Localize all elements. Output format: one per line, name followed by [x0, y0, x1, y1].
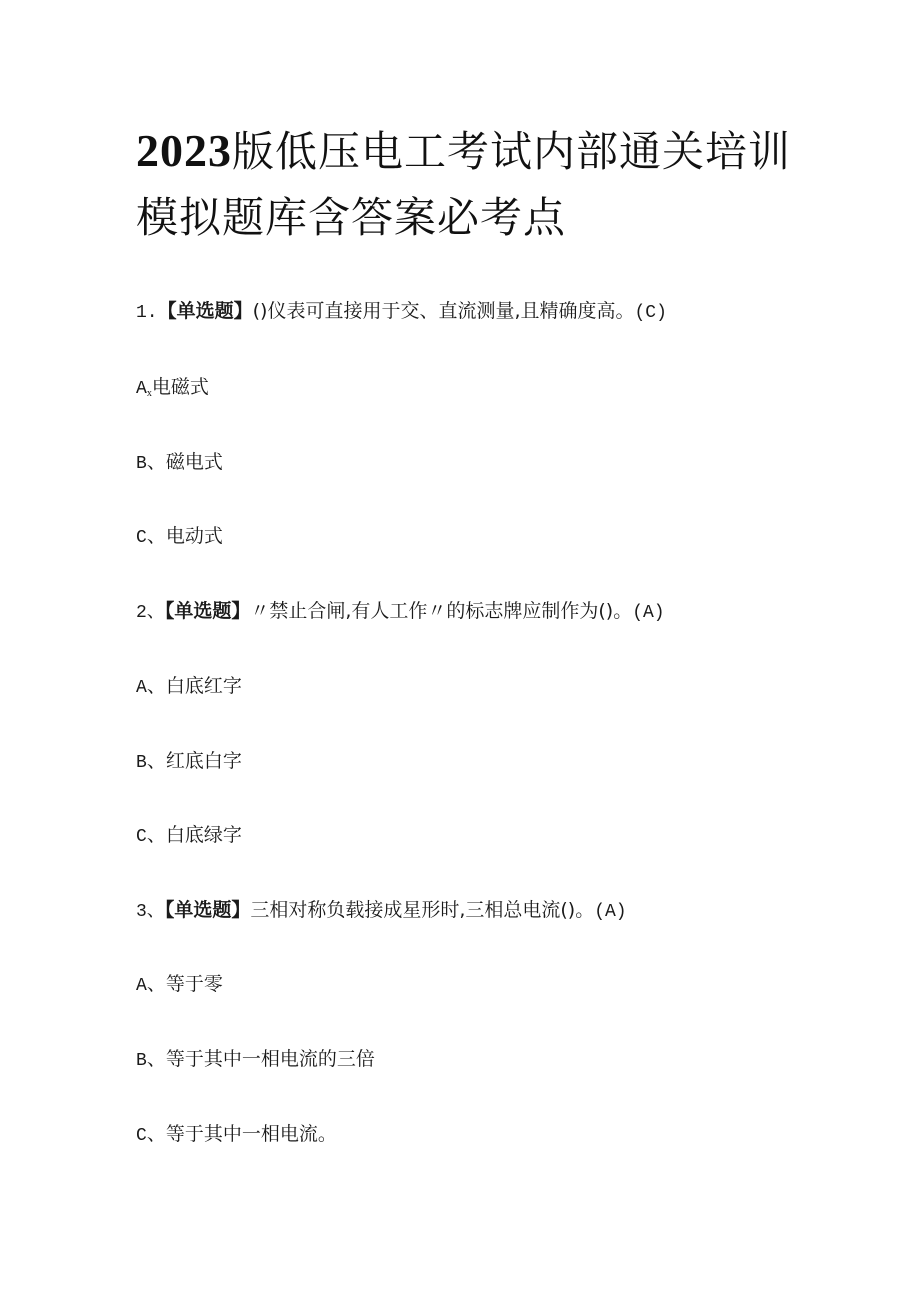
question-3	[136, 897, 627, 925]
option-letter: A	[136, 379, 147, 399]
option-letter: B	[136, 454, 147, 474]
option-text: 等于其中一相电流的三倍	[165, 1048, 375, 1070]
option-separator: 、	[146, 1048, 166, 1070]
question-type: 【单选题】	[157, 300, 253, 322]
option-separator: 、	[146, 973, 166, 995]
question-1	[136, 298, 667, 326]
option-letter: B	[136, 753, 147, 773]
option-1b	[136, 449, 223, 477]
question-2	[136, 598, 665, 626]
question-number: 2、	[136, 603, 165, 623]
question-number: 1.	[136, 303, 158, 323]
option-text: 红底白字	[165, 750, 242, 772]
option-separator: 、	[146, 675, 166, 697]
question-type: 【单选题】	[164, 899, 251, 921]
option-text: 等于其中一相电流。	[165, 1123, 337, 1145]
option-text: 白底红字	[165, 675, 242, 697]
option-text: 磁电式	[165, 451, 223, 473]
option-separator: 、	[146, 824, 166, 846]
option-separator: 、	[146, 451, 166, 473]
option-text: 白底绿字	[165, 824, 242, 846]
question-stem: 〃禁止合闸,有人工作〃的标志牌应制作为()。	[250, 600, 633, 622]
document-title	[136, 118, 836, 251]
option-3c	[136, 1121, 337, 1149]
title-line-2: 模拟题库含答案必考点	[136, 193, 567, 242]
option-3b	[136, 1046, 375, 1074]
option-letter: C	[136, 528, 147, 548]
option-separator: 、	[146, 1123, 166, 1145]
option-separator: x	[146, 388, 152, 399]
question-type: 【单选题】	[164, 600, 251, 622]
option-2c	[136, 822, 242, 850]
option-text: 电动式	[165, 525, 223, 547]
question-answer: (C)	[634, 303, 667, 323]
option-letter: C	[136, 1126, 147, 1146]
option-2b	[136, 748, 242, 776]
option-letter: A	[136, 976, 147, 996]
question-stem: ()仪表可直接用于交、直流测量,且精确度高。	[252, 300, 635, 322]
title-text-line-1: 版低压电工考试内部通关培训	[232, 127, 792, 176]
option-2a	[136, 673, 242, 701]
title-year: 2023	[136, 125, 232, 176]
option-text: 电磁式	[151, 376, 209, 398]
title-line-1	[136, 118, 836, 185]
option-letter: C	[136, 827, 147, 847]
option-letter: B	[136, 1051, 147, 1071]
question-answer: (A)	[632, 603, 665, 623]
option-text: 等于零	[165, 973, 223, 995]
option-1c	[136, 523, 223, 551]
option-3a	[136, 971, 223, 999]
question-stem: 三相对称负载接成星形时,三相总电流()。	[250, 899, 595, 921]
question-answer: (A)	[594, 902, 627, 922]
question-number: 3、	[136, 902, 165, 922]
option-letter: A	[136, 678, 147, 698]
option-1a	[136, 374, 209, 407]
option-separator: 、	[146, 525, 166, 547]
option-separator: 、	[146, 750, 166, 772]
